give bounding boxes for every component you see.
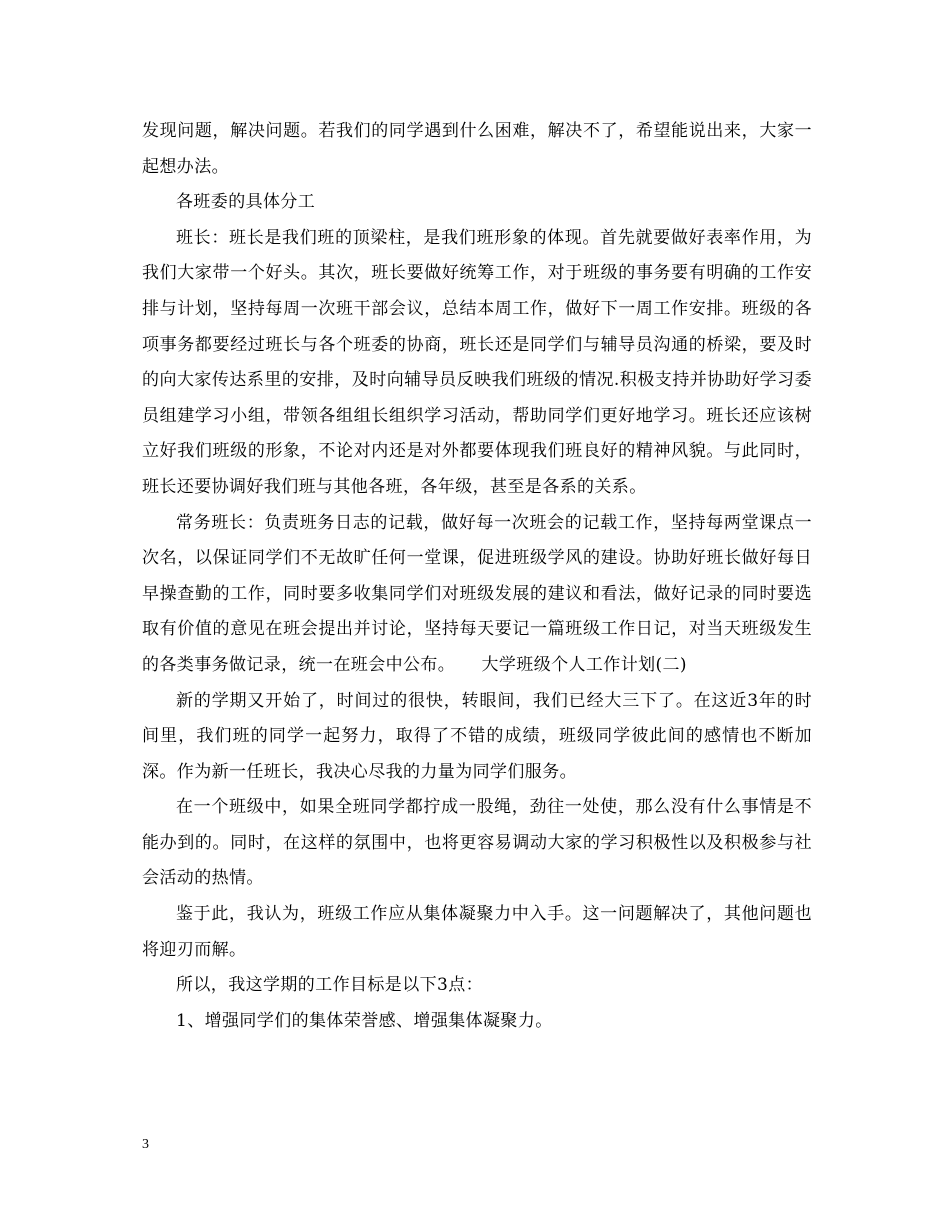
- paragraph: 鉴于此，我认为，班级工作应从集体凝聚力中入手。这一问题解决了，其他问题也将迎刃而解。: [142, 904, 812, 960]
- section-heading: 各班委的具体分工: [176, 192, 316, 213]
- paragraph: 在一个班级中，如果全班同学都拧成一股绳，劲往一处使，那么没有什么事情是不能办到的。同时，在这样的氛围中，也将更容易调动大家的学习积极性以及积极参与社会活动的热情。: [142, 797, 812, 889]
- paragraph: 新的学期又开始了，时间过的很快，转眼间，我们已经大三下了。在这近3年的时间里，我们班的同学一起努力，取得了不错的成绩，班级同学彼此间的感情也不断加深。作为新一任班长，我决心尽我的力量为同学们服务。: [142, 690, 812, 782]
- paragraph: 班长：班长是我们班的顶梁柱，是我们班形象的体现。首先就要做好表率作用，为我们大家带一个好头。其次，班长要做好统筹工作，对于班级的事务要有明确的工作安排与计划，坚持每周一次班干部会议，总结本周工作，做好下一周工作安排。班级的各项事务都要经过班长与各个班委的协商，班长还是同学们与辅导员沟通的桥梁，要及时的向大家传达系里的安排，及时向辅导员反映我们班级的情况.积极支持并协助好学习委员组建学习小组，带领各组组长组织学习活动，帮助同学们更好地学习。班长还应该树立好我们班级的形象，不论对内还是对外都要体现我们班良好的精神风貌。与此同时，班长还要协调好我们班与其他各班，各年级，甚至是各系的关系。: [142, 227, 812, 497]
- paragraph: 发现问题，解决问题。若我们的同学遇到什么困难，解决不了，希望能说出来，大家一起想办法。: [142, 121, 812, 177]
- page-number: 3: [142, 1137, 149, 1152]
- paragraph: 常务班长：负责班务日志的记载，做好每一次班会的记载工作，坚持每两堂课点一次名，以保证同学们不无故旷任何一堂课，促进班级学风的建设。协助好班长做好每日早操查勤的工作，同时要多收集同学们对班级发展的建议和看法，做好记录的同时要选取有价值的意见在班会提出并讨论，坚持每天要记一篇班级工作日记，对当天班级发生的各类事务做记录，统一在班会中公布。 大学班级个人工作计划(二): [142, 512, 812, 675]
- body-text: [142, 114, 812, 1039]
- list-item: 1、增强同学们的集体荣誉感、增强集体凝聚力。: [176, 1010, 553, 1031]
- paragraph: 所以，我这学期的工作目标是以下3点：: [176, 975, 484, 996]
